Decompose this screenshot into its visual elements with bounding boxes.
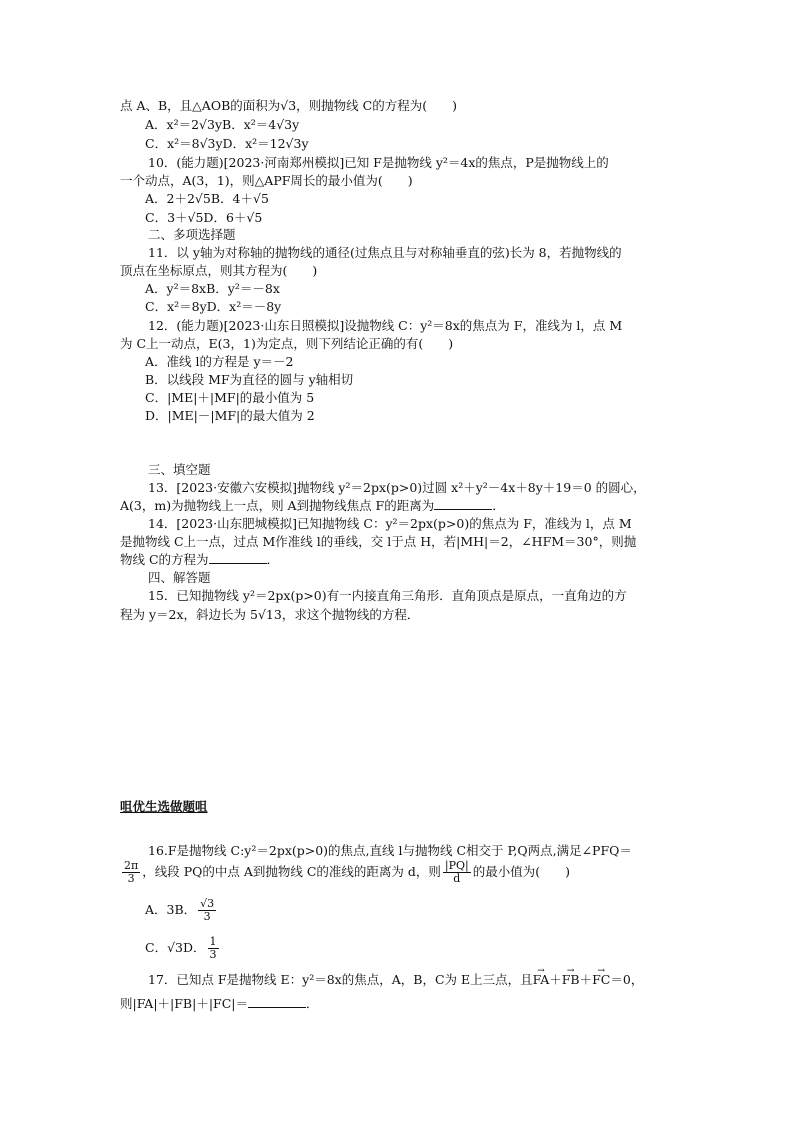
q17-answer-blank[interactable] [248,996,306,1008]
q16-text-part: ，线段 PQ的中点 A到抛物线 C的准线的距离为 d，则 [142,864,441,879]
q9-options-cd: C．x²＝8√3yD．x²＝12√3y [145,136,309,151]
q16-ratio-fraction [443,860,471,885]
fraction-numerator: 2π [124,859,139,872]
q15-text-cont: 程为 y＝2x，斜边长为 5√13，求这个抛物线的方程． [120,607,420,622]
plus-sign: ＋ [579,972,593,987]
q13-text: 13．[2023·安徽六安模拟]抛物线 y²＝2px(p>0)过圆 x²＋y²－4x＋8y＋19＝0 的圆心， [148,480,646,495]
fraction-denominator: 3 [209,948,217,961]
q17-text-part: 17．已知点 F是抛物线 E：y²＝8x的焦点，A，B，C为 E上三点，且 [148,972,533,987]
q16-option-d-fraction [208,936,219,961]
q16-option-text: C．√3D． [145,940,206,955]
q16-options-cd [145,930,221,966]
q13-text-part: A(3，m)为抛物线上一点，则 A到抛物线焦点 F的距离为 [120,498,435,513]
q17-text-part-2: ＝0， [610,972,644,987]
q16-angle-fraction [122,860,140,885]
q13-period: ． [492,498,505,513]
q12-option-b: B．以线段 MF为直径的圆与 y轴相切 [145,372,354,387]
q10-options-ab: A．2＋2√5B．4＋√5 [145,191,269,206]
q16-text-cont [120,858,570,886]
section-multiple-choice: 二、多项选择题 [148,227,236,242]
q16-text-part-2: 的最小值为( ) [472,864,570,879]
q9-options-ab: A．x²＝2√3yB．x²＝4√3y [145,117,300,132]
q17-period: ． [305,996,319,1011]
q12-option-a: A．准线 l的方程是 y＝－2 [145,354,294,369]
q11-text-cont: 顶点在坐标原点，则其方程为( ) [120,263,318,278]
q14-text-part: 物线 C的方程为 [120,552,209,567]
fraction-numerator: 1 [209,935,217,948]
q12-text: 12．(能力题)[2023·山东日照模拟]设抛物线 C：y²＝8x的焦点为 F，准线为 l，点 M [148,318,623,333]
q14-text: 14．[2023·山东肥城模拟]已知抛物线 C：y²＝2px(p>0)的焦点为 F，准线为 l，点 M [148,516,632,531]
q10-text-cont: 一个动点，A(3，1)，则△APF周长的最小值为( ) [120,173,413,188]
q17-text [148,972,643,988]
q16-text: 16.F是抛物线 C:y²＝2px(p>0)的焦点,直线 l与抛物线 C相交于 P,Q两点,满足∠PFQ＝ [148,843,632,858]
fraction-numerator: √3 [200,897,215,910]
q10-text: 10．(能力题)[2023·河南郑州模拟]已知 F是抛物线 y²＝4x的焦点，P是抛物线上的 [148,155,609,170]
plus-sign: ＋ [549,972,562,987]
section-fill-blank: 三、填空题 [148,462,211,477]
q14-period: ． [266,552,280,567]
q14-answer-blank[interactable] [209,552,267,564]
q11-options-cd: C．x²＝8yD．x²＝－8y [145,299,282,314]
q17-text-cont [120,996,319,1012]
bonus-section-heading: 咀优生选做题咀 [120,799,208,814]
q9-text-end: 点 A、B，且△AOB的面积为√3，则抛物线 C的方程为( ) [120,98,457,113]
vector-fa: → FA [533,972,550,988]
q14-text-cont: 是抛物线 C上一点，过点 M作准线 l的垂线，交 l于点 H，若|MH|＝2，∠HFM＝30°，则抛 [120,534,637,549]
q16-option-b-fraction [198,898,216,923]
q10-options-cd: C．3＋√5D．6＋√5 [145,210,263,225]
q14-text-end [120,552,279,568]
q17-text-part-3: 则|FA|＋|FB|＋|FC|＝ [120,996,248,1011]
fraction-denominator: d [453,872,461,885]
q13-answer-blank[interactable] [434,498,492,510]
q12-option-d: D．|ME|－|MF|的最大值为 2 [145,408,315,423]
q11-options-ab: A．y²＝8xB．y²＝－8x [145,281,280,296]
fraction-numerator: |PQ| [444,859,469,872]
q15-text: 15．已知抛物线 y²＝2px(p>0)有一内接直角三角形．直角顶点是原点，一直角边的方 [148,588,627,603]
vector-fb: → FB [562,972,580,988]
q12-text-cont: 为 C上一动点，E(3，1)为定点，则下列结论正确的有( ) [120,336,454,351]
q16-option-text: A．3B． [145,902,197,917]
vector-fc: → FC [592,972,610,988]
q12-option-c: C．|ME|＋|MF|的最小值为 5 [145,390,315,405]
fraction-denominator: 3 [127,872,135,885]
q11-text: 11．以 y轴为对称轴的抛物线的通径(过焦点且与对称轴垂直的弦)长为 8，若抛物线的 [148,245,622,260]
section-answer: 四、解答题 [148,570,211,585]
fraction-denominator: 3 [203,910,211,923]
q16-options-ab [145,892,218,928]
q13-text-cont [120,498,505,514]
